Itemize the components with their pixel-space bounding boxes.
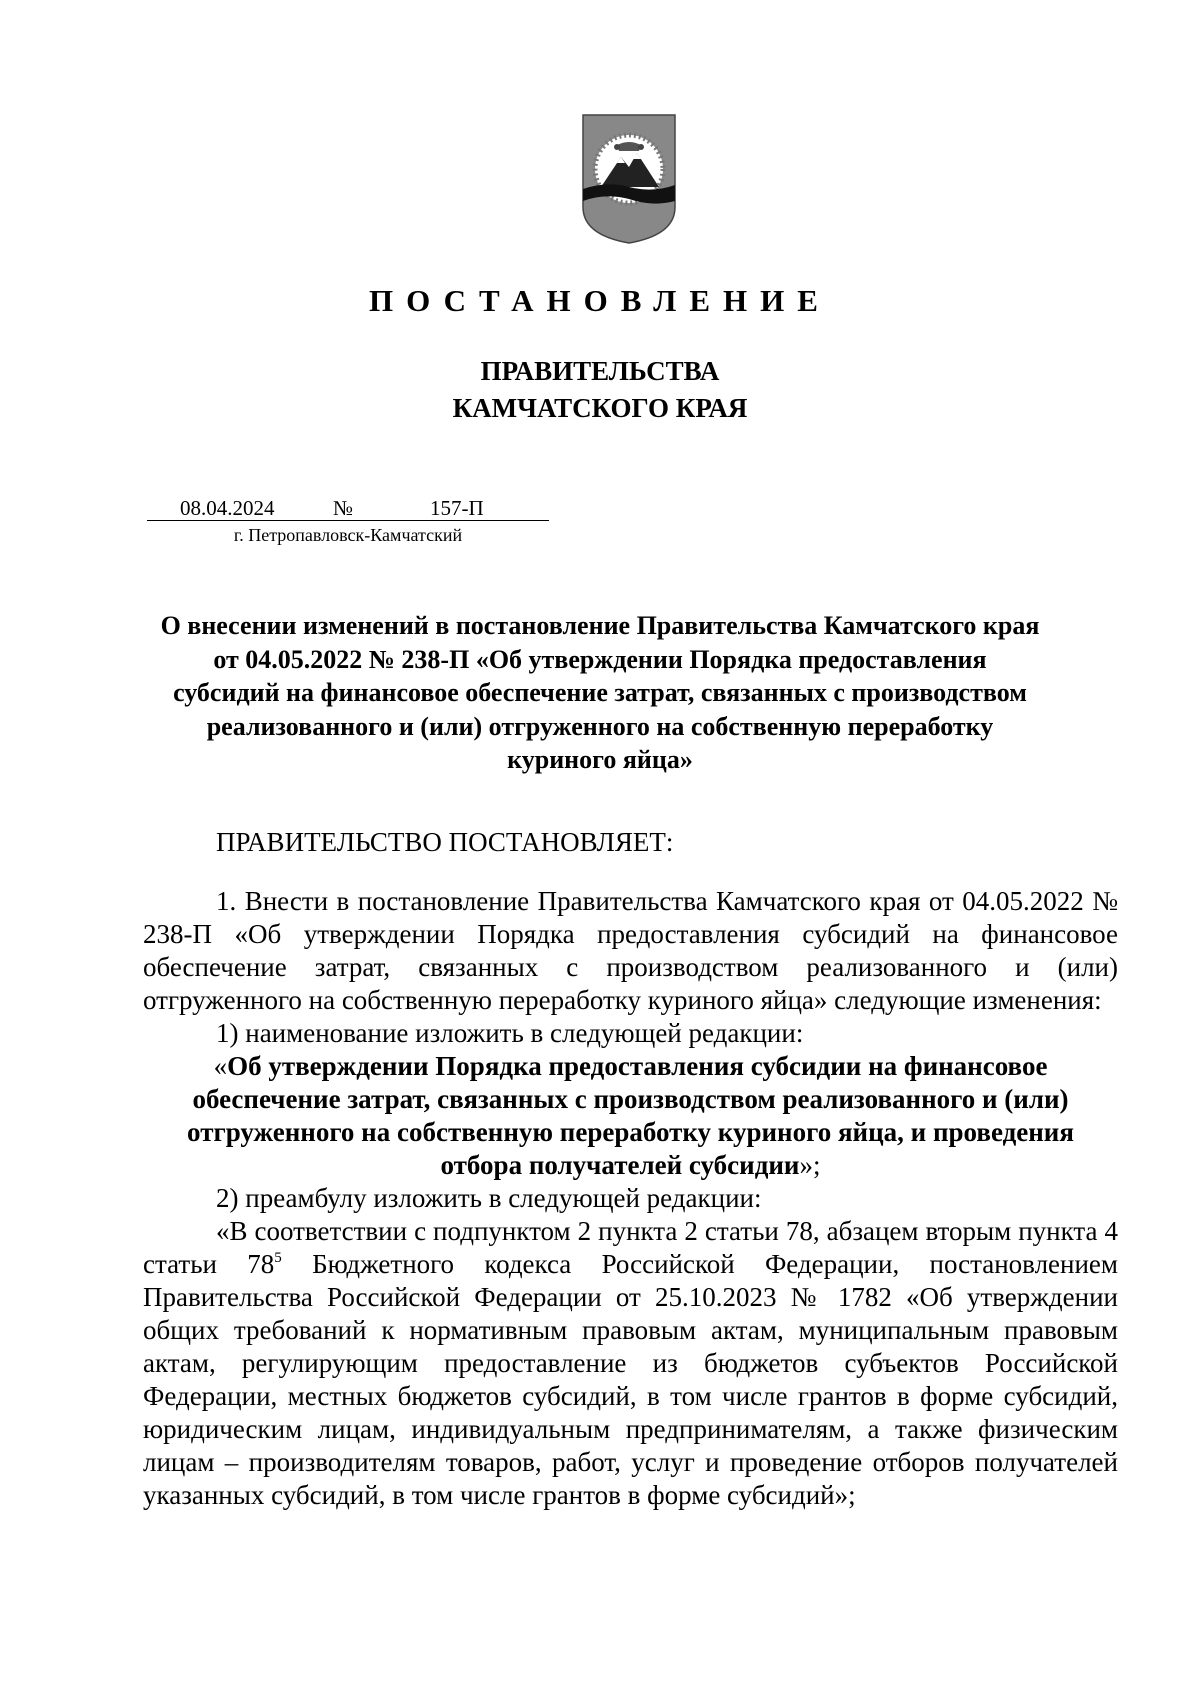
issuing-authority <box>0 353 1200 427</box>
authority-line: ПРАВИТЕЛЬСТВА <box>480 356 720 386</box>
decree-statement: ПРАВИТЕЛЬСТВО ПОСТАНОВЛЯЕТ: <box>216 827 674 857</box>
heading-line: реализованного и (или) отгруженного на собственную переработку <box>206 711 994 741</box>
quoted-title-text: Об утверждении Порядка предоставления субсидии на финансовое обеспечение затрат, связанных с производством реализованного и (или) отгруженного на собственную переработку куриного яйца, и проведения отбора получателей субсидии <box>187 1051 1074 1180</box>
preamble-rest: Бюджетного кодекса Российской Федерации, постановлением Правительства Российской Федерации от 25.10.2023 № 1782 «Об утверждении общих требований к нормативным правовым актам, муниципальным правовым актам, регулирующим предоставление из бюджетов субъектов Российской Федерации, местных бюджетов субсидий, в том числе грантов в форме субсидий, юридическим лицам, индивидуальным предпринимателям, а также физическим лицам – производителям товаров, работ, услуг и проведение отборов получателей указанных субсидий, в том числе грантов в форме субсидий»; <box>143 1249 1118 1510</box>
paragraph-subitem-2: 2) преамбулу изложить в следующей редакции: <box>216 1183 762 1213</box>
quote-open-mark: « <box>213 1051 228 1081</box>
document-heading <box>110 609 1090 777</box>
heading-line: от 04.05.2022 № 238-П «Об утверждении Порядка предоставления <box>213 644 987 674</box>
quoted-new-title <box>143 1050 1118 1182</box>
paragraph-preamble <box>143 1215 1118 1512</box>
issue-city: г. Петропавловск-Камчатский <box>233 525 463 545</box>
document-type-title: ПОСТАНОВЛЕНИЕ <box>369 283 831 318</box>
document-date: 08.04.2024 <box>180 496 275 520</box>
quote-close-mark: »; <box>799 1150 821 1180</box>
kamchatka-coat-of-arms-emblem <box>577 111 681 247</box>
number-sign: № <box>333 496 354 520</box>
paragraph-item-1: 1. Внести в постановление Правительства Камчатского края от 04.05.2022 № 238-П «Об утверждении Порядка предоставления субсидий на финансовое обеспечение затрат, связанных с производством реализованного и (или) отгруженного на собственную переработку куриного яйца» следующие изменения: <box>143 886 1118 1015</box>
article-superscript: 5 <box>274 1250 282 1266</box>
preamble-start: «В соответствии с подпунктом 2 пункта 2 статьи 78, абзацем вторым пункта 4 статьи 78 <box>143 1216 1118 1279</box>
heading-line: О внесении изменений в постановление Правительства Камчатского края <box>160 611 1040 640</box>
authority-line: КАМЧАТСКОГО КРАЯ <box>452 393 748 423</box>
heading-line: куриного яйца» <box>507 745 693 774</box>
document-body <box>143 885 1118 1512</box>
paragraph-subitem-1: 1) наименование изложить в следующей редакции: <box>216 1018 804 1048</box>
date-number-underline <box>147 520 549 521</box>
document-number: 157-П <box>430 496 484 520</box>
heading-line: субсидий на финансовое обеспечение затрат, связанных с производством <box>173 678 1027 707</box>
